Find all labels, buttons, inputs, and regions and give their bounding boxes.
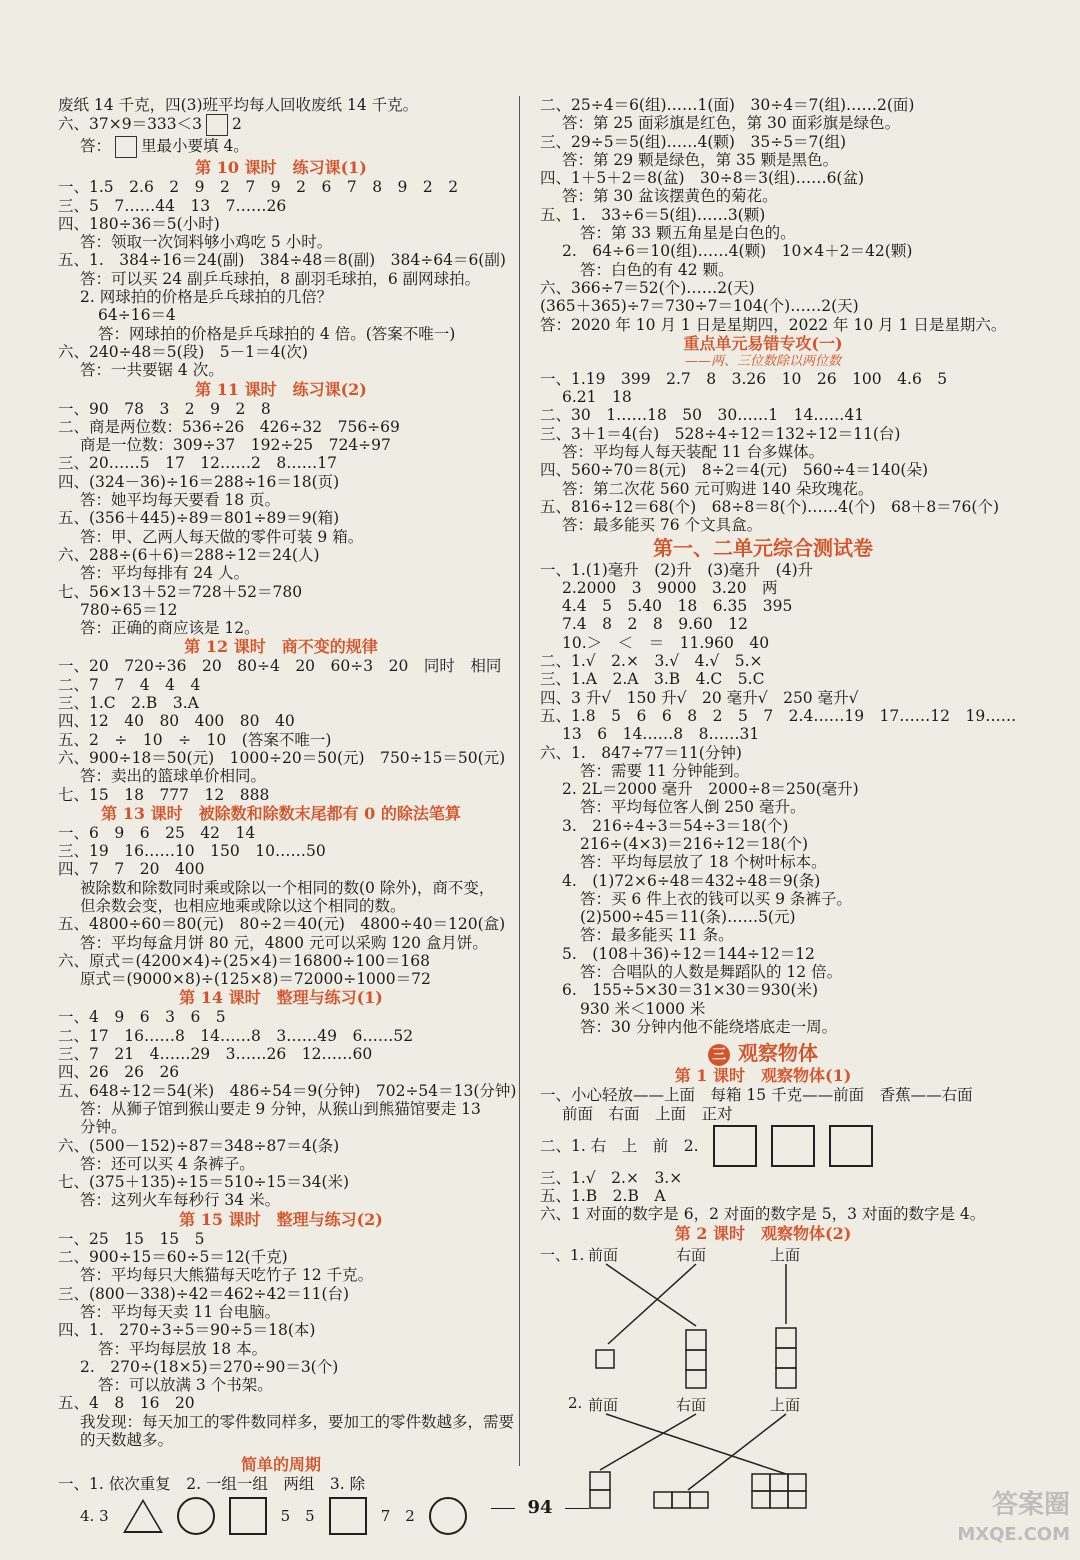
text-line: 2. 64÷6＝10(组)……4(颗) 10×4＋2＝42(颗) — [562, 242, 913, 261]
text-line: 答：平均每盒月饼 80 元，4800 元可以采购 120 盒月饼。 — [80, 933, 488, 952]
text-line: 五、1.8 5 6 6 8 2 5 7 2.4……19 17……12 19…… — [540, 706, 1017, 725]
text-line: 一、20 720÷36 20 80÷4 20 60÷3 20 同时 相同 — [58, 657, 502, 676]
blank-box — [115, 136, 137, 158]
text-line: (2)500÷45＝11(条)……5(元) — [580, 908, 796, 927]
text-line: 三、(800－338)÷42＝462÷42＝11(台) — [58, 1284, 350, 1303]
text-line: 被除数和除数同时乘或除以一个相同的数(0 除外)，商不变， — [80, 878, 495, 897]
text-line: 答：最多能买 11 条。 — [580, 926, 734, 945]
text-line: 七、56×13＋52＝728＋52＝780 — [58, 582, 303, 601]
text-line: 答：第 33 颗五角星是白色的。 — [580, 224, 796, 243]
text-line: 3. 216÷4÷3＝54÷3＝18(个) — [562, 816, 789, 835]
text-line: 四、180÷36＝5(小时) — [58, 214, 220, 233]
text-line: 二、900÷15＝60÷5＝12(千克) — [58, 1248, 288, 1267]
text-line: 答：平均每层放了 18 个树叶标本。 — [580, 853, 827, 872]
square-view — [713, 1125, 757, 1167]
text-line: 但余数会变，也相应地乘或除以这个相同的数。 — [80, 896, 406, 915]
text-line: 2.2000 3 9000 3.20 两 — [562, 578, 778, 597]
watermark-logo: 答案圈 MXQE.COM — [957, 1490, 1070, 1545]
square-view — [829, 1125, 873, 1167]
text-line: 五、648÷12＝54(米) 486÷54＝9(分钟) 702÷54＝13(分钟) — [58, 1081, 517, 1100]
right-column — [540, 96, 1017, 1524]
text-line: 三、1.C 2.B 3.A — [58, 694, 199, 713]
text-line: 五、2 ÷ 10 ÷ 10 (答案不唯一) — [58, 730, 332, 749]
text-line: 三、7 21 4……29 3……26 12……60 — [58, 1045, 373, 1064]
text-line: 二、30 1……18 50 30……1 14……41 — [540, 406, 865, 425]
text-line: 答：平均每天卖 11 台电脑。 — [80, 1302, 281, 1321]
section-heading: 第 1 课时 观察物体(1) — [674, 1066, 852, 1086]
section-heading: 第 10 课时 练习课(1) — [195, 158, 367, 178]
text-line: 一、1.19 399 2.7 8 3.26 10 26 100 4.6 5 — [540, 369, 948, 388]
text-line: 四、3 升√ 150 升√ 20 毫升√ 250 毫升√ — [540, 688, 859, 707]
dash-decoration — [491, 1508, 515, 1509]
text-line: 答：第二次花 560 元可购进 140 朵玫瑰花。 — [562, 479, 874, 498]
text-line: 930 米＜1000 米 — [580, 999, 706, 1018]
text-line: 答：可以买 24 副乒乓球拍，8 副羽毛球拍，6 副网球拍。 — [80, 269, 481, 288]
text-line: 答：领取一次饲料够小鸡吃 5 小时。 — [80, 233, 333, 252]
text-line: 六、1. 847÷77＝11(分钟) — [540, 743, 742, 762]
column-divider — [519, 96, 520, 1466]
text-line: 五、1. 33÷6＝5(组)……3(颗) — [540, 205, 766, 224]
text-line: 答：白色的有 42 颗。 — [580, 260, 734, 279]
text-line: 五、4 8 16 20 — [58, 1394, 195, 1413]
text-line: 我发现：每天加工的零件数同样多，要加工的零件数越多，需要 — [80, 1412, 515, 1431]
text-line: 三、5 7……44 13 7……26 — [58, 196, 287, 215]
shape-sequence: 4. 3 5 5 7 2 — [58, 1494, 504, 1538]
text-line: 答：一共要锯 4 次。 — [80, 361, 224, 380]
text-line: 四、12 40 80 400 80 40 — [58, 712, 295, 731]
text-line: 答：合唱队的人数是舞蹈队的 12 倍。 — [580, 963, 843, 982]
text-line: 二、1.√ 2.× 3.√ 4.√ 5.× — [540, 652, 763, 671]
page-number: 94 — [0, 1497, 1080, 1518]
text-line: 一、1.5 2.6 2 9 2 7 9 2 6 7 8 9 2 2 — [58, 178, 459, 197]
text-line: 六、240÷48＝5(段) 5－1＝4(次) — [58, 342, 308, 361]
text-line: 三、1.A 2.A 3.B 4.C 5.C — [540, 670, 765, 689]
text-line: 六、原式＝(4200×4)÷(25×4)＝16800÷100＝168 — [58, 951, 431, 970]
text-line: 4.4 5 5.40 18 6.35 395 — [562, 597, 793, 616]
text-line: 答：网球拍的价格是乒乓球拍的 4 倍。(答案不唯一) — [98, 324, 456, 343]
unit-heading: 三 观察物体 — [540, 1040, 986, 1066]
text-line: 一、4 9 6 3 6 5 — [58, 1008, 226, 1027]
section-heading: 第 13 课时 被除数和除数末尾都有 0 的除法笔算 — [101, 803, 461, 823]
text-line: 答：她平均每天要看 18 页。 — [80, 491, 281, 510]
text-line: 一、1. 依次重复 2. 一组一组 两组 3. 除 — [58, 1475, 366, 1494]
text-line: 六、(500－152)÷87＝348÷87＝4(条) — [58, 1136, 340, 1155]
square-view — [771, 1125, 815, 1167]
text-line: 二、商是两位数：536÷26 426÷32 756÷69 — [58, 417, 400, 436]
text-line: 5. (108＋36)÷12＝144÷12＝12 — [562, 944, 815, 963]
text-line: 780÷65＝12 — [80, 600, 178, 619]
text-line: 五、4800÷60＝80(元) 80÷2＝40(元) 4800÷40＝120(盒) — [58, 915, 506, 934]
text-line: 废纸 14 千克，四(3)班平均每人回收废纸 14 千克。 — [58, 96, 419, 114]
text-line: 答：需要 11 分钟能到。 — [580, 761, 750, 780]
text-line: 6. 155÷5×30＝31×30＝930(米) — [562, 981, 819, 1000]
text-line: 五、816÷12＝68(个) 68÷8＝8(个)……4(个) 68＋8＝76(个) — [540, 497, 999, 516]
text-line: 二、7 7 4 4 4 — [58, 675, 201, 694]
text-line: 一、1.(1)毫升 (2)升 (3)毫升 (4)升 — [540, 560, 814, 579]
text-line: 一、小心轻放——上面 每箱 15 千克——前面 香蕉——右面 — [540, 1086, 973, 1105]
section-heading: 第 15 课时 整理与练习(2) — [179, 1209, 383, 1229]
text-line: 商是一位数：309÷37 192÷25 724÷97 — [80, 436, 391, 455]
section-heading: 第 11 课时 练习课(2) — [195, 379, 367, 399]
text-line: 2. 网球拍的价格是乒乓球拍的几倍？ — [80, 288, 333, 307]
text-line: 答：30 分钟内他不能绕塔底走一周。 — [580, 1017, 838, 1036]
text-line: 答：平均每位客人倒 250 毫升。 — [580, 798, 806, 817]
text-line: 三、19 16……10 150 10……50 — [58, 842, 326, 861]
text-line: 2. 270÷(18×5)＝270÷90＝3(个) — [80, 1357, 339, 1376]
text-line: 答：还可以买 4 条裤子。 — [80, 1154, 255, 1173]
text-line: 答：甲、乙两人每天做的零件可装 9 箱。 — [80, 527, 364, 546]
text-line: 六、1 对面的数字是 6，2 对面的数字是 5，3 对面的数字是 4。 — [540, 1205, 986, 1224]
text-line: 13 6 14……8 8……31 — [562, 725, 760, 744]
text-line: 六、900÷18＝50(元) 1000÷20＝50(元) 750÷15＝50(元) — [58, 748, 506, 767]
text-line: 答：平均每层放 18 本。 — [98, 1339, 268, 1358]
section-heading: 第 14 课时 整理与练习(1) — [179, 988, 383, 1008]
text-line: 答：2020 年 10 月 1 日是星期四，2022 年 10 月 1 日是星期六。 — [540, 315, 1007, 334]
text-line: 二、25÷4＝6(组)……1(面) 30÷4＝7(组)……2(面) — [540, 96, 915, 114]
text-line: 的天数越多。 — [80, 1431, 174, 1449]
text-line: 四、(324－36)÷16＝288÷16＝18(页) — [58, 472, 340, 491]
text-line: 216÷(4×3)＝216÷12＝18(个) — [580, 834, 808, 853]
text-line: 7.4 8 2 8 9.60 12 — [562, 615, 748, 634]
text-line: 一、25 15 15 5 — [58, 1229, 205, 1248]
text-line: 四、1. 270÷3÷5＝90÷5＝18(本) — [58, 1321, 316, 1340]
section-heading: 简单的周期 — [240, 1455, 321, 1475]
text-line: 答：第 25 面彩旗是红色，第 30 面彩旗是绿色。 — [562, 114, 901, 133]
text-line: 七、15 18 777 12 888 — [58, 785, 270, 804]
text-line: 答：正确的商应该是 12。 — [80, 619, 260, 638]
matching-diagram-2: 2. 前面 右面 上面 — [540, 1394, 986, 1524]
dash-decoration — [565, 1508, 589, 1509]
section-subheading: ——两、三位数除以两位数 — [684, 353, 841, 369]
text-line: 答：最多能买 76 个文具盒。 — [562, 516, 763, 535]
text-line: 原式＝(9000×8)÷(125×8)＝72000÷1000＝72 — [80, 970, 431, 989]
text-line: 前面 右面 上面 正对 — [562, 1104, 733, 1123]
text-line: 三、1.√ 2.× 3.× — [540, 1168, 683, 1187]
text-line: 答：可以放满 3 个书架。 — [98, 1376, 273, 1395]
text-line: 三、3＋1＝4(台) 528÷4÷12＝132÷12＝11(台) — [540, 424, 901, 443]
text-line: 四、560÷70＝8(元) 8÷2＝4(元) 560÷4＝140(朵) — [540, 461, 929, 480]
text-line: 答：从狮子馆到猴山要走 9 分钟，从猴山到熊猫馆要走 13 — [80, 1099, 481, 1118]
text-line: 64÷16＝4 — [98, 306, 176, 325]
text-line: 答：平均每人每天装配 11 台多媒体。 — [562, 443, 825, 462]
section-heading: 第一、二单元综合测试卷 — [653, 535, 873, 560]
text-line: 答：卖出的篮球单价相同。 — [80, 767, 267, 786]
unit-number-badge: 三 — [708, 1044, 730, 1066]
text-line: 一、90 78 3 2 9 2 8 — [58, 399, 271, 418]
text-line: 二、17 16……8 14……8 3……49 6……52 — [58, 1026, 414, 1045]
text-line: 答：这列火车每秒行 34 米。 — [80, 1191, 281, 1210]
text-line: 答：平均每排有 24 人。 — [80, 564, 250, 583]
text-line: 四、26 26 26 — [58, 1063, 180, 1082]
section-heading: 重点单元易错专攻(一) — [683, 333, 843, 353]
text-line: 答：第 30 盆该摆黄色的菊花。 — [562, 187, 778, 206]
text-line: 七、(375＋135)÷15＝510÷15＝34(米) — [58, 1173, 350, 1192]
text-line: 10.＞ ＜ ＝ 11.960 40 — [562, 633, 770, 652]
text-line: 三、29÷5＝5(组)……4(颗) 35÷5＝7(组) — [540, 132, 847, 151]
text-line: (365＋365)÷7＝730÷7＝104(个)……2(天) — [540, 297, 859, 316]
text-line: 答：买 6 件上衣的钱可以买 9 条裤子。 — [580, 889, 852, 908]
text-line: 六、37×9＝333＜3 2 — [58, 114, 504, 136]
text-line: 五、1.B 2.B A — [540, 1187, 666, 1206]
text-line: 答：平均每只大熊猫每天吃竹子 12 千克。 — [80, 1266, 374, 1285]
text-line: 四、1＋5＋2＝8(盆) 30÷8＝3(组)……6(盆) — [540, 169, 865, 188]
text-line: 二、1. 右 上 前 2. — [540, 1123, 986, 1169]
text-line: 三、20……5 17 12……2 8……17 — [58, 454, 337, 473]
section-heading: 第 2 课时 观察物体(2) — [674, 1223, 852, 1243]
text-line: 2. 2L＝2000 毫升 2000÷8＝250(毫升) — [562, 780, 859, 799]
left-column — [58, 96, 517, 1538]
text-line: 4. (1)72×6÷48＝432÷48＝9(条) — [562, 871, 821, 890]
section-heading: 第 12 课时 商不变的规律 — [184, 637, 378, 657]
matching-lines — [540, 1244, 840, 1390]
text-line: 五、(356＋445)÷89＝801÷89＝9(箱) — [58, 509, 340, 528]
text-line: 五、1. 384÷16＝24(副) 384÷48＝8(副) 384÷64＝6(副) — [58, 251, 506, 270]
blank-box — [206, 114, 228, 136]
text-line: 一、6 9 6 25 42 14 — [58, 823, 256, 842]
matching-diagram-1: 一、1. 前面 右面 上面 — [540, 1244, 986, 1390]
text-line: 六、288÷(6＋6)＝288÷12＝24(人) — [58, 545, 320, 564]
text-line: 答：第 29 颗是绿色，第 35 颗是黑色。 — [562, 150, 839, 169]
text-line: 分钟。 — [80, 1118, 127, 1137]
text-line: 答： 里最小要填 4。 — [58, 136, 504, 158]
text-line: 四、7 7 20 400 — [58, 860, 205, 879]
text-line: 6.21 18 — [562, 388, 632, 407]
text-line: 六、366÷7＝52(个)……2(天) — [540, 278, 755, 297]
